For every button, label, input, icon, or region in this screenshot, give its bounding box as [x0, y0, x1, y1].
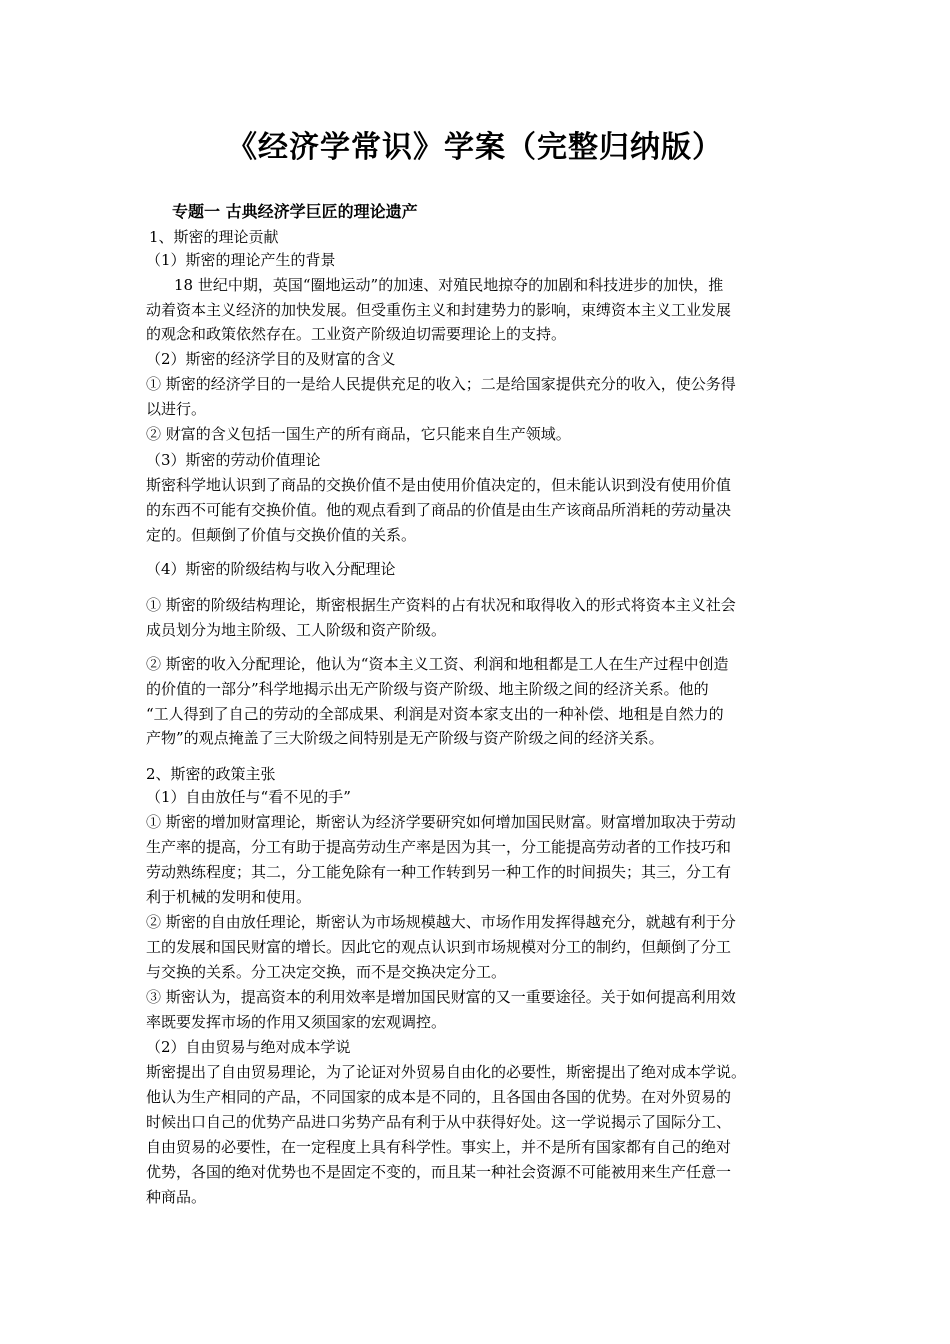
paragraph-line: 种商品。: [146, 1188, 207, 1206]
paragraph-line: ② 斯密的收入分配理论，他认为“资本主义工资、利润和地租都是工人在生产过程中创造: [146, 655, 729, 673]
paragraph-line: 劳动熟练程度；其二，分工能免除有一种工作转到另一种工作的时间损失；其三，分工有: [146, 863, 732, 881]
subsection-heading: （4）斯密的阶级结构与收入分配理论: [146, 560, 396, 578]
topic-heading: 专题一 古典经济学巨匠的理论遗产: [172, 202, 418, 221]
paragraph-line: ③ 斯密认为，提高资本的利用效率是增加国民财富的又一重要途径。关于如何提高利用效: [146, 988, 736, 1006]
paragraph-line: ① 斯密的阶级结构理论，斯密根据生产资料的占有状况和取得收入的形式将资本主义社会: [146, 596, 736, 614]
paragraph-line: 定的。但颠倒了价值与交换价值的关系。: [146, 526, 417, 544]
paragraph-line: 18 世纪中期，英国“圈地运动”的加速、对殖民地掠夺的加剧和科技进步的加快，推: [174, 276, 724, 294]
paragraph-line: 的价值的一部分”科学地揭示出无产阶级与资产阶级、地主阶级之间的经济关系。他的: [146, 680, 709, 698]
document-title: 《经济学常识》学案（完整归纳版）: [227, 130, 723, 165]
subsection-heading: （1）自由放任与“看不见的手”: [146, 788, 351, 806]
paragraph-line: ② 财富的含义包括一国生产的所有商品，它只能来自生产领域。: [146, 425, 571, 443]
section-heading: 2、斯密的政策主张: [146, 765, 276, 783]
subsection-heading: （2）自由贸易与绝对成本学说: [146, 1038, 351, 1056]
paragraph-line: 自由贸易的必要性，在一定程度上具有科学性。事实上，并不是所有国家都有自己的绝对: [146, 1138, 732, 1156]
paragraph-line: 成员划分为地主阶级、工人阶级和资产阶级。: [146, 621, 447, 639]
subsection-heading: （2）斯密的经济学目的及财富的含义: [146, 350, 396, 368]
section-heading: 1、斯密的理论贡献: [149, 228, 279, 246]
subsection-heading: （1）斯密的理论产生的背景: [146, 251, 336, 269]
paragraph-line: ① 斯密的增加财富理论，斯密认为经济学要研究如何增加国民财富。财富增加取决于劳动: [146, 813, 736, 831]
paragraph-line: 动着资本主义经济的加快发展。但受重伤主义和封建势力的影响，束缚资本主义工业发展: [146, 301, 732, 319]
paragraph-line: ② 斯密的自由放任理论，斯密认为市场规模越大、市场作用发挥得越充分，就越有利于分: [146, 913, 736, 931]
paragraph-line: 以进行。: [146, 400, 207, 418]
paragraph-line: 利于机械的发明和使用。: [146, 888, 312, 906]
paragraph-line: 生产率的提高，分工有助于提高劳动生产率是因为其一，分工能提高劳动者的工作技巧和: [146, 838, 732, 856]
paragraph-line: 的观念和政策依然存在。工业资产阶级迫切需要理论上的支持。: [146, 325, 567, 343]
paragraph-line: 他认为生产相同的产品，不同国家的成本是不同的，且各国由各国的优势。在对外贸易的: [146, 1088, 732, 1106]
paragraph-line: 的东西不可能有交换价值。他的观点看到了商品的价值是由生产该商品所消耗的劳动量决: [146, 501, 732, 519]
paragraph-line: 斯密科学地认识到了商品的交换价值不是由使用价值决定的，但未能认识到没有使用价值: [146, 476, 732, 494]
paragraph-line: 时候出口自己的优势产品进口劣势产品有利于从中获得好处。这一学说揭示了国际分工、: [146, 1113, 732, 1131]
paragraph-line: 工的发展和国民财富的增长。因此它的观点认识到市场规模对分工的制约，但颠倒了分工: [146, 938, 732, 956]
paragraph-line: 率既要发挥市场的作用又须国家的宏观调控。: [146, 1013, 447, 1031]
paragraph-line: 产物”的观点掩盖了三大阶级之间特别是无产阶级与资产阶级之间的经济关系。: [146, 729, 664, 747]
subsection-heading: （3）斯密的劳动价值理论: [146, 451, 321, 469]
paragraph-line: 斯密提出了自由贸易理论，为了论证对外贸易自由化的必要性，斯密提出了绝对成本学说。: [146, 1063, 747, 1081]
paragraph-line: “工人得到了自己的劳动的全部成果、利润是对资本家支出的一种补偿、地租是自然力的: [146, 705, 724, 723]
paragraph-line: 与交换的关系。分工决定交换，而不是交换决定分工。: [146, 963, 507, 981]
paragraph-line: ① 斯密的经济学目的一是给人民提供充足的收入；二是给国家提供充分的收入，使公务得: [146, 375, 736, 393]
paragraph-line: 优势，各国的绝对优势也不是固定不变的，而且某一种社会资源不可能被用来生产任意一: [146, 1163, 732, 1181]
